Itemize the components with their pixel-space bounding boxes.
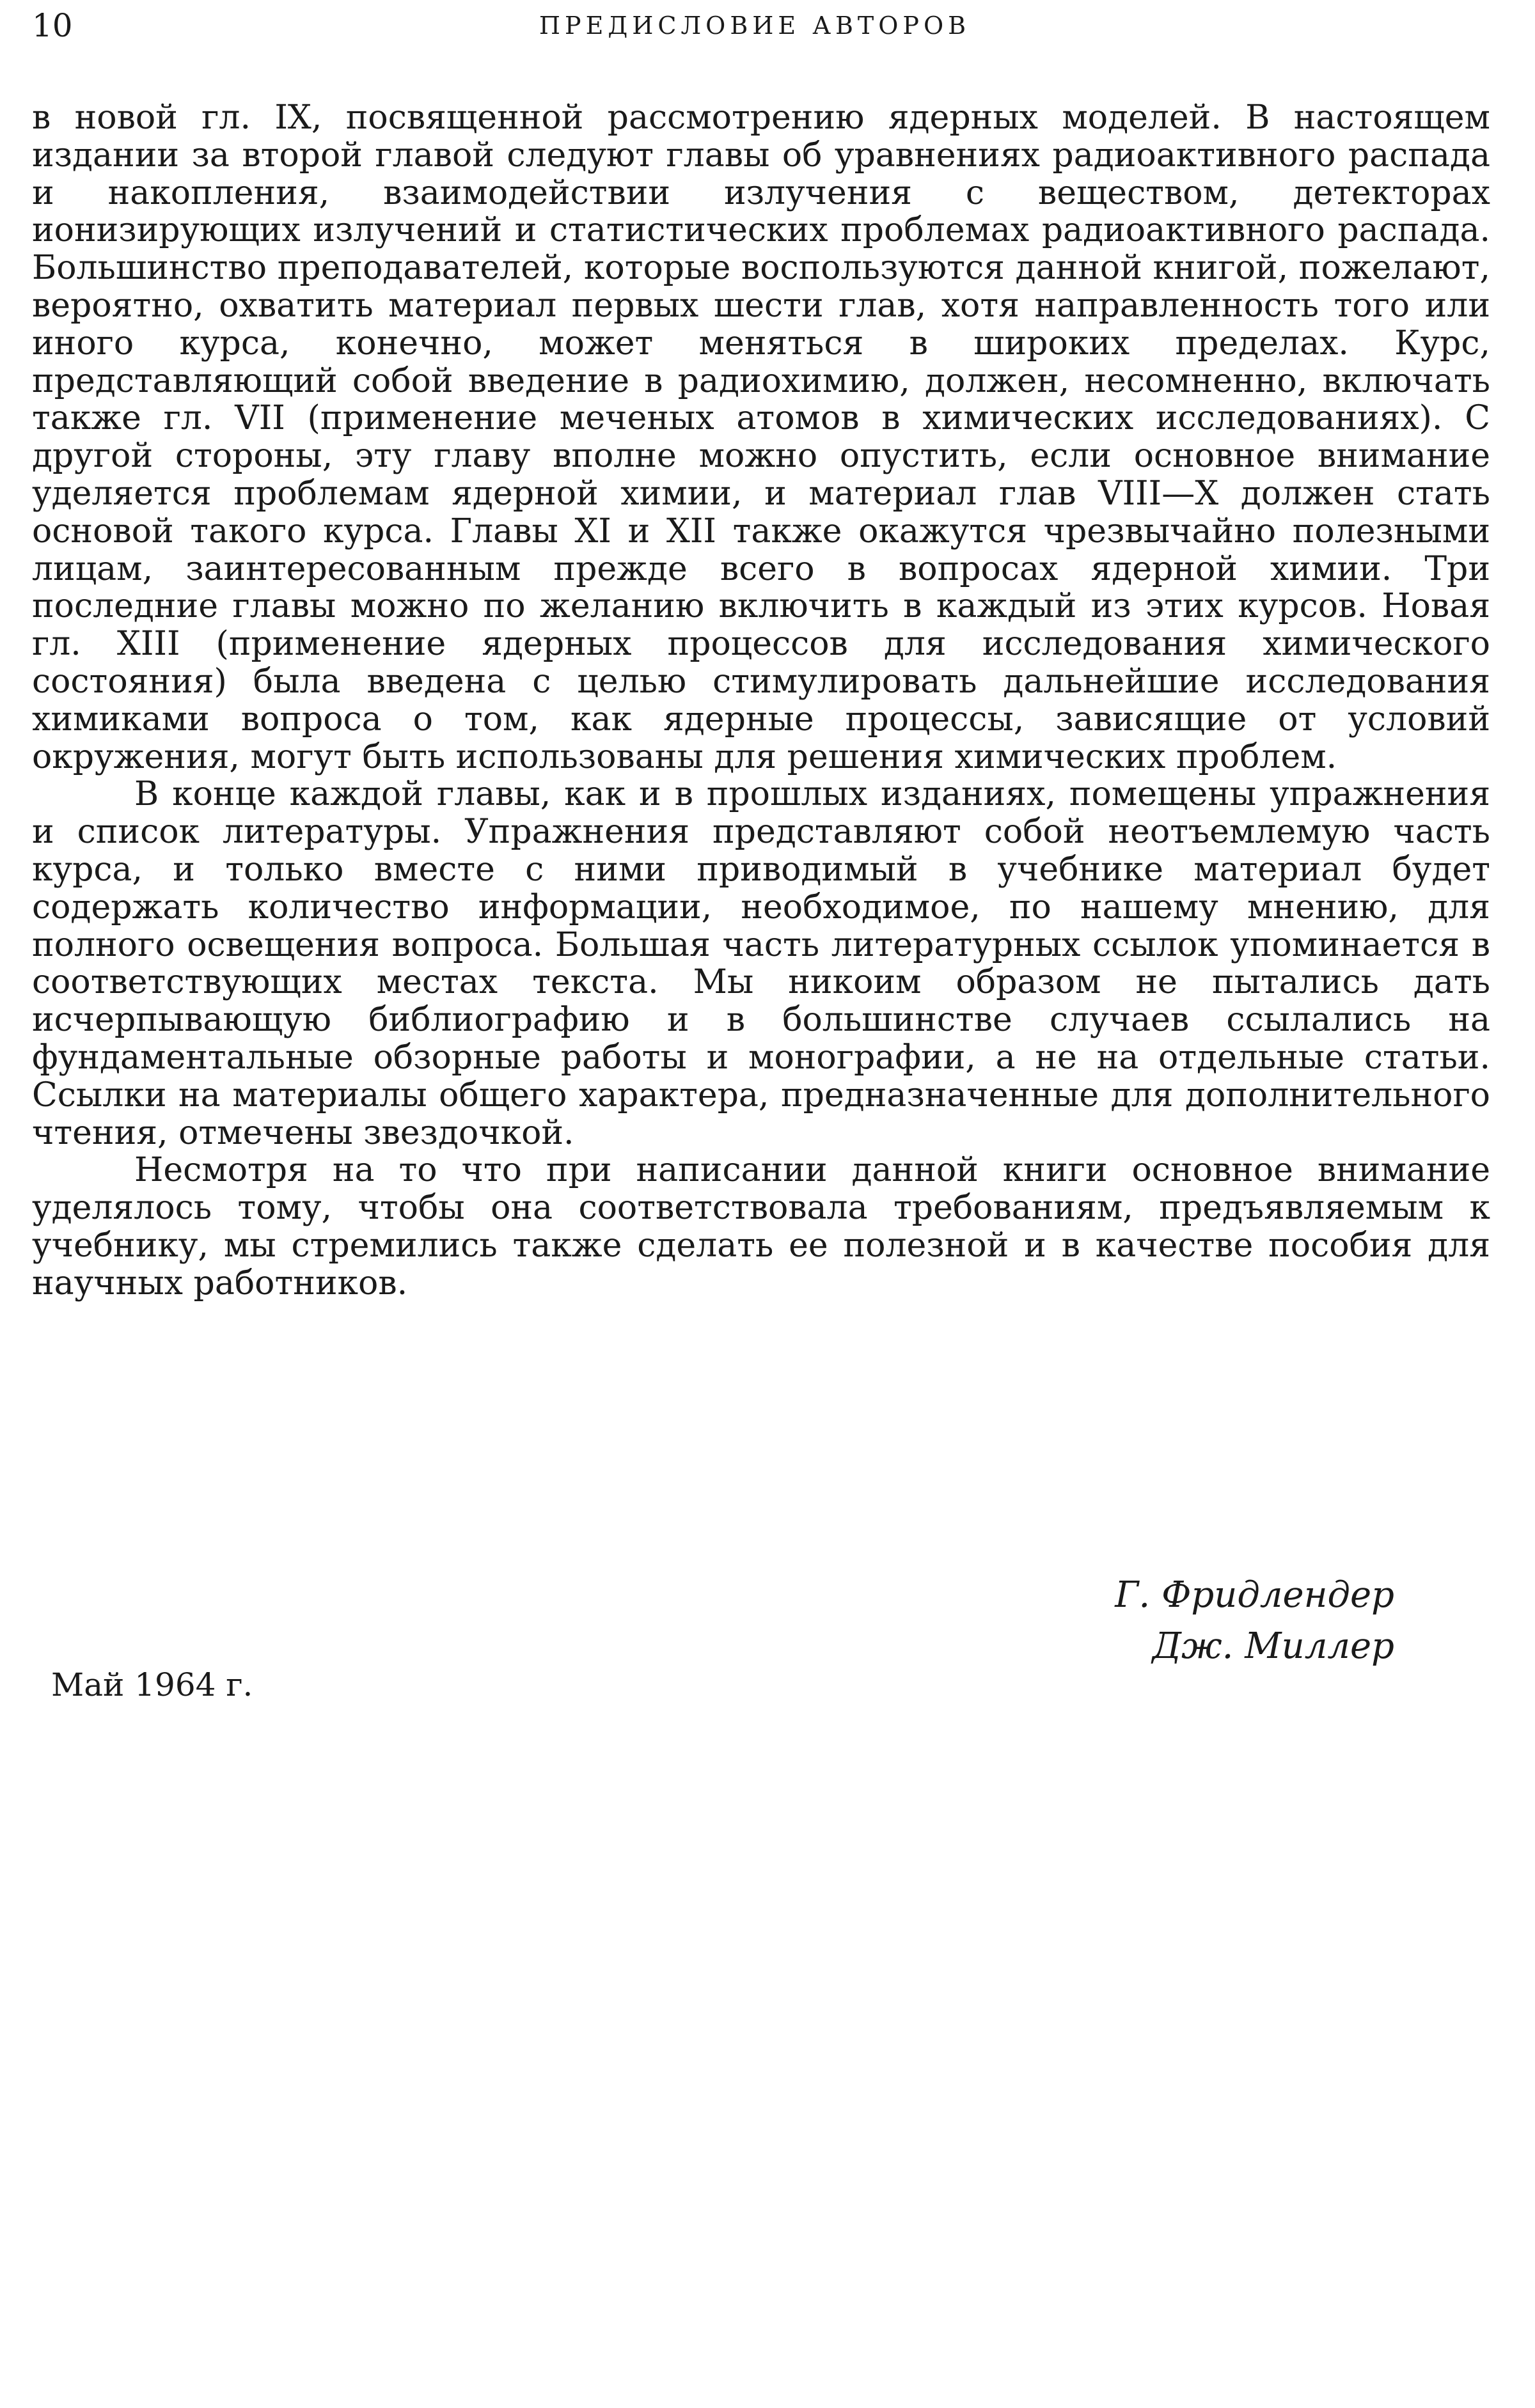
paragraph-3: Несмотря на то что при написании данной книги основное внимание уделялось тому, чтобы она соответствовала требованиям, предъявляемым к учебнику, мы стремились также сделать ее полезной и в качестве пособия для научных работников. xyxy=(32,1151,1490,1302)
author-name-1: Г. Фридлендер xyxy=(1115,1574,1394,1616)
paragraph-2: В конце каждой главы, как и в прошлых изданиях, помещены упражнения и список литературы. Упражнения представляют собой неотъемлемую часть курса, и только вместе с ними приводимый в учебнике материал будет содержать количество информации, необходимое, по нашему мнению, для полного освещения вопроса. Большая часть литературных ссылок упоминается в соответствующих местах текста. Мы никоим образом не пытались дать исчерпывающую библиографию и в большинстве случаев ссылались на фундаментальные обзорные работы и монографии, а не на отдельные статьи. Ссылки на материалы общего характера, предназначенные для дополнительного чтения, отмечены звездочкой. xyxy=(32,775,1490,1152)
page-number: 10 xyxy=(32,7,73,44)
running-head xyxy=(32,6,1477,45)
author-signatures xyxy=(1115,1570,1394,1672)
preface-date: Май 1964 г. xyxy=(51,1666,253,1703)
author-name-2: Дж. Миллер xyxy=(1152,1625,1394,1667)
paragraph-1: в новой гл. IX, посвященной рассмотрению ядерных моделей. В настоящем издании за второй главой следуют главы об уравнениях радиоактивного распада и накопления, взаимодействии излучения с веществом, детекторах ионизирующих излучений и статистических проблемах радиоактивного распада. Большинство преподавателей, которые воспользуются данной книгой, пожелают, вероятно, охватить материал первых шести глав, хотя направленность того или иного курса, конечно, может меняться в широких пределах. Курс, представляющий собой введение в радиохимию, должен, несомненно, включать также гл. VII (применение меченых атомов в химических исследованиях). С другой стороны, эту главу вполне можно опустить, если основное внимание уделяется проблемам ядерной химии, и материал глав VIII—X должен стать основой такого курса. Главы XI и XII также окажутся чрезвычайно полезными лицам, заинтересованным прежде всего в вопросах ядерной химии. Три последние главы можно по желанию включить в каждый из этих курсов. Новая гл. XIII (применение ядерных процессов для исследования химического состояния) была введена с целью стимулировать дальнейшие исследования химиками вопроса о том, как ядерные процессы, зависящие от условий окружения, могут быть использованы для решения химических проблем. xyxy=(32,98,1490,776)
body-text xyxy=(32,99,1490,1302)
running-head-title: ПРЕДИСЛОВИЕ АВТОРОВ xyxy=(539,12,971,40)
